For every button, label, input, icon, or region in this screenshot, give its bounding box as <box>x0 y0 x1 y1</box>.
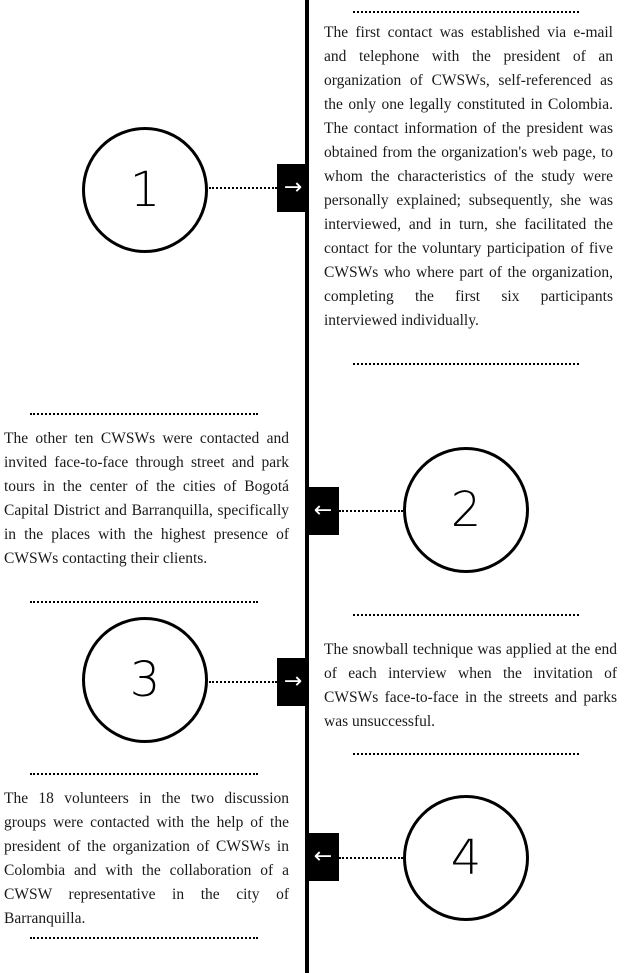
arrow-left-icon: ← <box>307 487 339 535</box>
step-4-number-circle: 4 <box>403 795 529 921</box>
step-4-top-rule <box>30 773 258 775</box>
arrow-right-icon: → <box>277 164 309 212</box>
step-2-number-circle: 2 <box>403 447 529 573</box>
step-1-number-circle: 1 <box>82 127 208 253</box>
step-3-connector <box>209 681 277 683</box>
step-2-bottom-rule <box>30 601 258 603</box>
step-2-connector <box>339 510 403 512</box>
step-3-top-rule <box>353 614 579 616</box>
step-3-bottom-rule <box>353 753 579 755</box>
step-4-connector <box>339 857 403 859</box>
step-1-top-rule <box>353 11 579 13</box>
step-4-text: The 18 volunteers in the two discussion groups were contacted with the help of the president of the organization of CWSWs in Colombia and with the collaboration of a CWSW representative in the city of Barranquilla. <box>4 790 289 927</box>
step-1-connector <box>209 187 277 189</box>
arrow-left-icon: ← <box>307 833 339 881</box>
arrow-right-icon: → <box>277 658 309 706</box>
step-3-text: The snowball technique was applied at the end of each interview when the invitation of CWSWs face-to-face in the streets and parks was unsuccessful. <box>324 641 617 730</box>
step-3-number-circle: 3 <box>82 617 208 743</box>
step-2-text: The other ten CWSWs were contacted and invited face-to-face through street and park tours in the center of the cities of Bogotá Capital District and Barranquilla, specifically in the places with the highest presence of CWSWs contacting their clients. <box>4 430 289 567</box>
step-1-bottom-rule <box>353 363 579 365</box>
step-4-bottom-rule <box>30 937 258 939</box>
step-2-top-rule <box>30 413 258 415</box>
step-1-text: The first contact was established via e-mail and telephone with the president of an organization of CWSWs, self-referenced as the only one legally constituted in Colombia. The contact information of the president was obtained from the organization's web page, to whom the characteristics of the study were personally explained; subsequently, she was interviewed, and in turn, she facilitated the contact for the voluntary participation of five CWSWs who where part of the organization, completing the first six participants interviewed individually. <box>324 24 613 329</box>
